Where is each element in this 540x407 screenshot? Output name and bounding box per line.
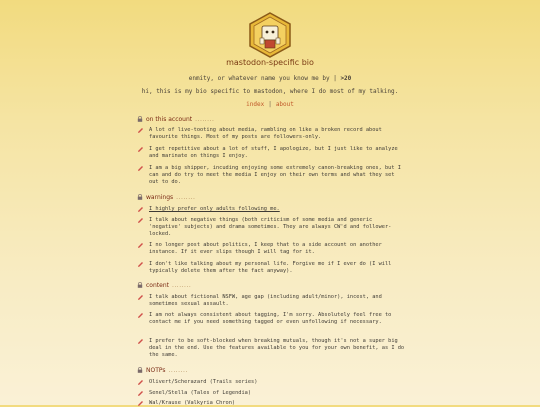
section-title: NOTPs xyxy=(146,366,166,374)
list-item xyxy=(149,379,407,386)
list-item xyxy=(149,206,407,213)
list-item xyxy=(149,390,407,397)
item-text: I am a big shipper, incuding enjoying some extremely canon-breaking ones, but I can and do try to meet the media I enjoy on their own terms and what they set out to do. xyxy=(149,165,401,185)
nav-links xyxy=(0,101,540,108)
list-item xyxy=(149,217,407,238)
pencil-icon xyxy=(137,127,144,134)
list-item xyxy=(149,400,407,407)
section-on-this-account xyxy=(137,115,407,185)
section-title: warnings xyxy=(146,193,174,201)
section-dots: ........ xyxy=(171,281,192,289)
list-item xyxy=(149,312,407,326)
item-text: I am not always consistent about tagging, I'm sorry. Absolutely feel free to contact me if you need something tagged or even unfollowing if necessary. xyxy=(149,312,392,325)
list-item xyxy=(149,127,407,141)
section-heading xyxy=(137,115,407,123)
pencil-icon xyxy=(137,146,144,153)
intro-text: hi, this is my bio specific to mastodon, where I do most of my talking. xyxy=(141,88,399,95)
section-dots: ........ xyxy=(176,193,196,201)
pencil-icon xyxy=(137,312,144,319)
lock-icon xyxy=(137,367,143,373)
item-text: Wal/Krause (Valkyria Chron) xyxy=(149,400,236,406)
pencil-icon xyxy=(137,206,144,213)
pencil-icon xyxy=(137,294,144,301)
item-text: I talk about negative things (both criticism of some media and generic 'negative' subjects) and drama sometimes. They are always CW'd and follower-locked. xyxy=(149,217,392,237)
nav-separator: | xyxy=(268,101,272,108)
age-text: >20 xyxy=(340,75,352,82)
lock-icon xyxy=(137,194,143,200)
pencil-icon xyxy=(137,165,144,172)
item-text: I prefer to be soft-blocked when breaking mutuals, though it's not a super big deal in the end. Use the features available to you for your own benefit, as I do the same. xyxy=(149,338,405,358)
section-heading xyxy=(137,366,407,374)
name-line xyxy=(0,75,540,82)
item-text: I get repetitive about a lot of stuff, I apologize, but I just like to analyze and marinate on things I enjoy. xyxy=(149,146,398,159)
section-dots: ........ xyxy=(195,115,215,123)
item-text: I no longer post about politics, I keep that to a side account on another instance. If it ever slips though I will tag for it. xyxy=(149,242,382,255)
pencil-icon xyxy=(137,261,144,268)
section-content xyxy=(137,281,407,358)
item-text: Olivert/Scherazard (Trails series) xyxy=(149,379,258,385)
pencil-icon xyxy=(137,242,144,249)
item-text: Senel/Stella (Tales of Legendia) xyxy=(149,390,252,396)
about-link[interactable]: about xyxy=(275,101,294,108)
pencil-icon xyxy=(137,390,144,397)
item-text: I talk about fictional NSFW, age gap (including adult/minor), incest, and sometimes sexual assault. xyxy=(149,294,382,307)
section-notps xyxy=(137,366,407,406)
section-heading xyxy=(137,193,407,201)
lock-icon xyxy=(137,116,143,122)
section-dots: ........ xyxy=(168,366,188,374)
item-text: I don't like talking about my personal life. Forgive me if I ever do (I will typically delete them after the fact anyway). xyxy=(149,261,392,274)
pencil-icon xyxy=(137,217,144,224)
list-item xyxy=(149,261,407,275)
lock-icon xyxy=(137,282,143,288)
pencil-icon xyxy=(137,400,144,407)
list-item xyxy=(149,146,407,160)
mascot-emblem-icon xyxy=(248,12,292,58)
pencil-icon xyxy=(137,379,144,386)
name-text: enmity, or whatever name you know me by | xyxy=(188,75,341,82)
list-item xyxy=(149,242,407,256)
list-item xyxy=(149,165,407,186)
section-warnings xyxy=(137,193,407,274)
index-link[interactable]: index xyxy=(246,101,265,108)
list-item xyxy=(149,338,407,359)
pencil-icon xyxy=(137,338,144,345)
section-title: on this account xyxy=(146,115,193,123)
item-text: A lot of live-tooting about media, rambling on like a broken record about favourite things. Most of my posts are followers-only. xyxy=(149,127,382,140)
section-heading xyxy=(137,281,407,289)
list-item xyxy=(149,294,407,308)
page-title: mastodon-specific bio xyxy=(226,58,314,67)
section-title: content xyxy=(146,281,169,289)
item-text: I highly prefer only adults following me. xyxy=(149,206,280,212)
